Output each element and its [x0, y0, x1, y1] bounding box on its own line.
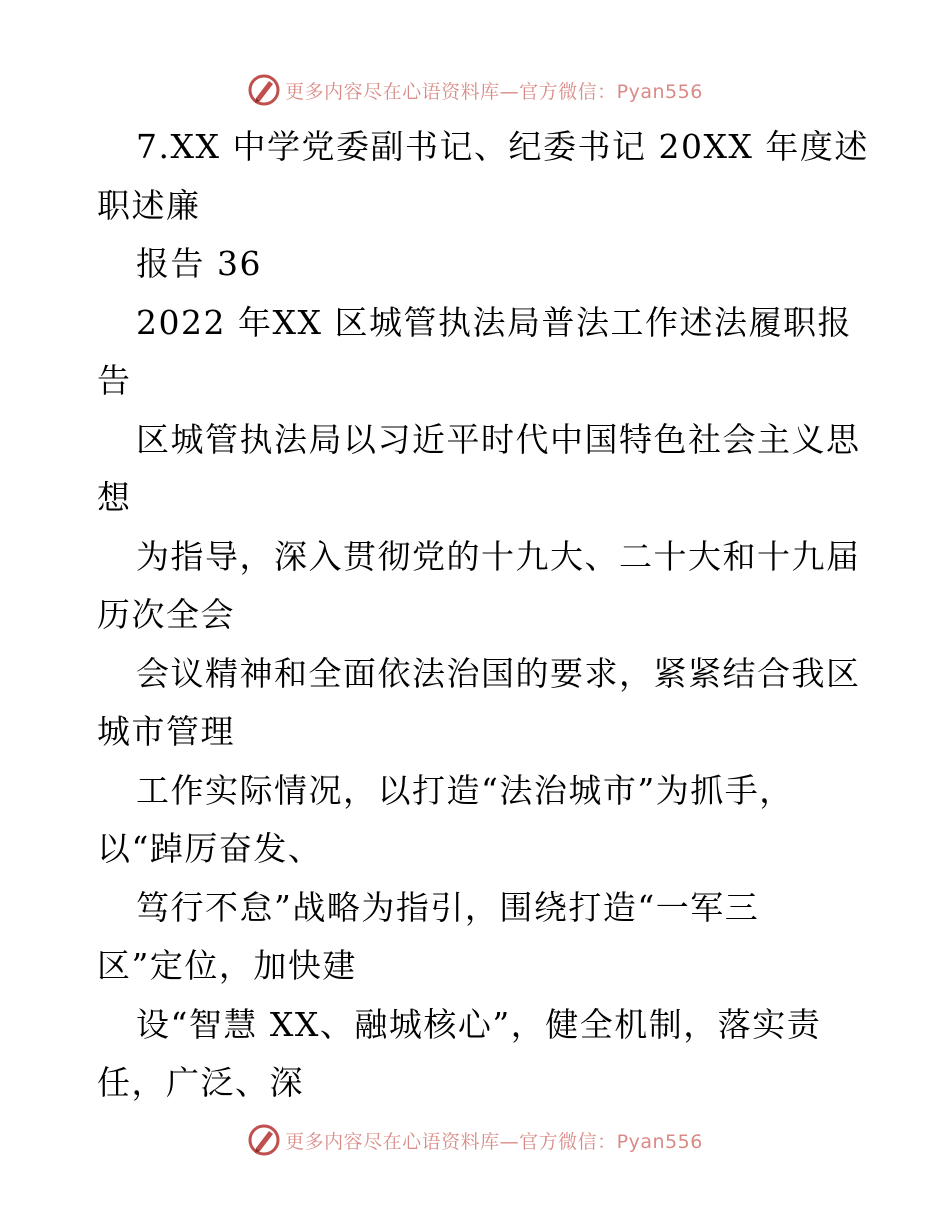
paragraph-line: 工作实际情况，以打造“法治城市”为抓手，	[136, 770, 794, 810]
paragraph-line: 告	[97, 361, 132, 400]
paragraph-line: 7.XX 中学党委副书记、纪委书记 20XX 年度述	[136, 127, 869, 166]
paragraph-line: 城市管理	[97, 712, 235, 751]
header-banner-text: 更多内容尽在心语资料库—官方微信：Pyan556	[285, 80, 703, 103]
paragraph-line: 职述廉	[97, 185, 201, 225]
paragraph-line: 笃行不怠”战略为指引，围绕打造“一军三	[136, 887, 760, 927]
paragraph-line: 会议精神和全面依法治国的要求，紧紧结合我区	[136, 653, 861, 693]
header-banner	[0, 70, 950, 110]
paragraph-line: 报告 36	[136, 244, 262, 283]
paragraph-line: 区城管执法局以习近平时代中国特色社会主义思	[136, 419, 861, 459]
paragraph-line: 为指导，深入贯彻党的十九大、二十大和十九届	[136, 536, 861, 576]
pen-circle-logo-icon	[247, 73, 281, 107]
paragraph-line: 区”定位，加快建	[97, 946, 357, 985]
paragraph-line: 想	[97, 478, 132, 517]
paragraph-line: 任，广泛、深	[97, 1063, 304, 1102]
paragraph-line: 设“智慧 XX、融城核心”，健全机制，落实责	[136, 1004, 822, 1044]
paragraph-line: 历次全会	[97, 595, 235, 634]
paragraph-line: 2022 年XX 区城管执法局普法工作述法履职报	[136, 302, 852, 342]
pen-circle-logo-icon	[247, 1123, 281, 1157]
footer-banner-text: 更多内容尽在心语资料库—官方微信：Pyan556	[285, 1130, 703, 1153]
document-body	[97, 118, 869, 1113]
footer-banner	[0, 1120, 950, 1160]
paragraph-line: 以“踔厉奋发、	[97, 829, 323, 868]
